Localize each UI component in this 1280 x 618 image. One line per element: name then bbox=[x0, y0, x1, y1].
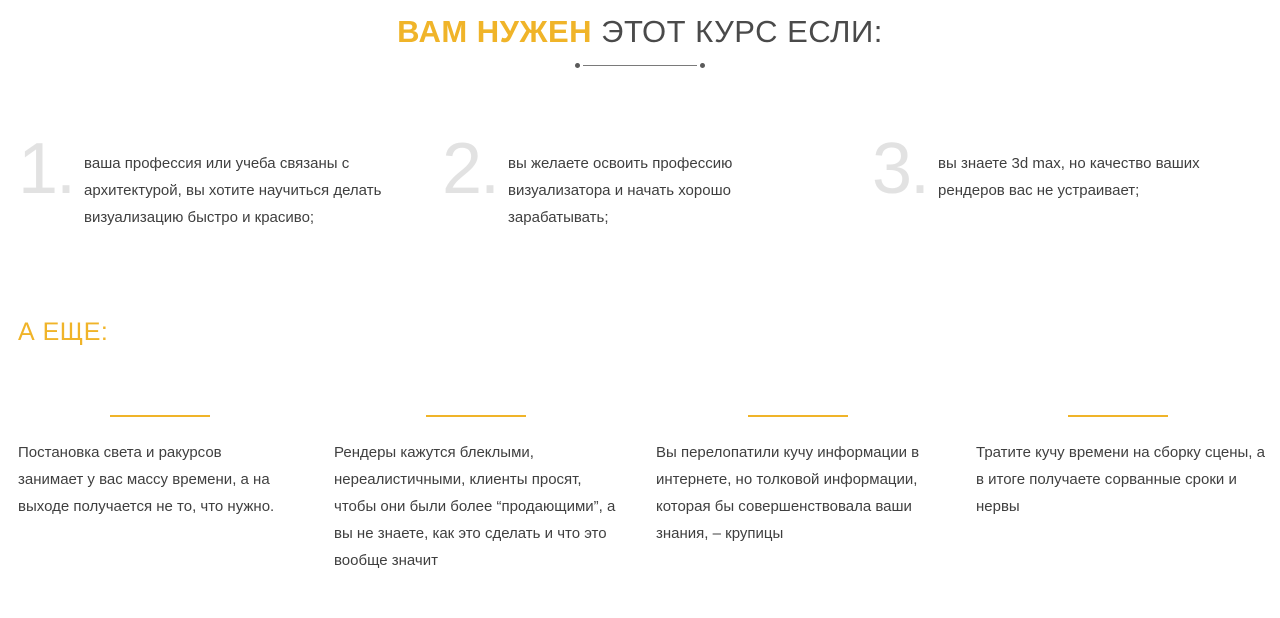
page-title-plain: ЭТОТ КУРС ЕСЛИ: bbox=[601, 14, 883, 49]
divider-dot-left bbox=[575, 63, 580, 68]
column-rule bbox=[426, 415, 526, 417]
item-text: ваша профессия или учеба связаны с архитектурой, вы хотите научиться делать визуализацию быстро и красиво; bbox=[84, 155, 382, 226]
item-number: 2. bbox=[442, 129, 499, 209]
column-rule bbox=[1068, 415, 1168, 417]
item-number: 1. bbox=[18, 129, 75, 209]
page-title bbox=[0, 14, 1280, 50]
divider-line bbox=[583, 65, 697, 66]
column-item bbox=[18, 415, 278, 520]
column-text: Вы перелопатили кучу информации в интернете, но толковой информации, которая бы совершенствовала ваши знания, – крупицы bbox=[656, 444, 920, 542]
column-item bbox=[656, 415, 946, 547]
column-item bbox=[976, 415, 1266, 520]
item-number: 3. bbox=[872, 129, 929, 209]
list-item bbox=[442, 130, 842, 231]
numbered-list bbox=[0, 130, 1280, 270]
item-text: вы знаете 3d max, но качество ваших рендеров вас не устраивает; bbox=[938, 155, 1200, 199]
divider-dot-right bbox=[700, 63, 705, 68]
list-item bbox=[872, 130, 1280, 208]
column-text: Тратите кучу времени на сборку сцены, а в итоге получаете сорванные сроки и нервы bbox=[976, 444, 1265, 515]
page-title-accent: ВАМ НУЖЕН bbox=[397, 14, 593, 49]
item-text: вы желаете освоить профессию визуализатора и начать хорошо зарабатывать; bbox=[508, 155, 733, 226]
title-divider bbox=[575, 60, 705, 70]
list-item bbox=[18, 130, 418, 231]
section-subtitle: А ЕЩЕ: bbox=[18, 318, 109, 346]
column-item bbox=[334, 415, 619, 574]
column-rule bbox=[110, 415, 210, 417]
column-text: Рендеры кажутся блеклыми, нереалистичными, клиенты просят, чтобы они были более “продающими”, а вы не знаете, как это сделать и что это вообще значит bbox=[334, 444, 616, 569]
column-text: Постановка света и ракурсов занимает у вас массу времени, а на выходе получается не то, что нужно. bbox=[18, 444, 275, 515]
column-rule bbox=[748, 415, 848, 417]
